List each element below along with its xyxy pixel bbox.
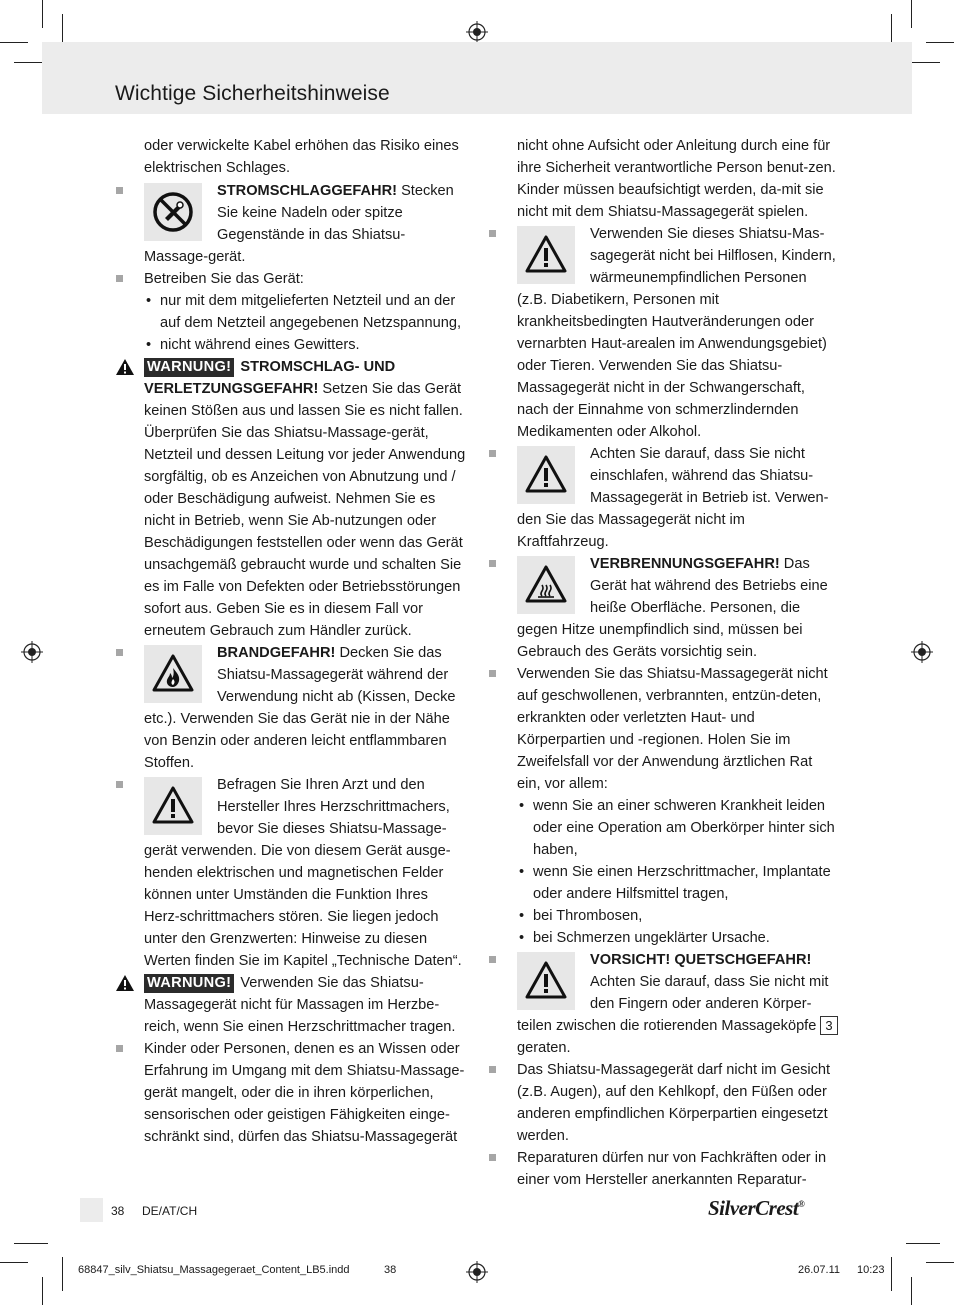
bullet-square — [116, 649, 123, 656]
icon-box — [144, 645, 202, 703]
crop-mark — [906, 1243, 940, 1244]
bullet-square — [116, 781, 123, 788]
safety-entry — [517, 949, 839, 1059]
crop-mark — [911, 0, 912, 28]
registration-mark-icon — [466, 1261, 488, 1283]
entry-text: Betreiben Sie das Gerät: — [144, 271, 304, 287]
entry-heading: VERBRENNUNGSGEFAHR! — [590, 556, 780, 572]
list-item: • bei Schmerzen ungeklärter Ursache. — [517, 927, 839, 949]
entry-heading: VORSICHT! QUETSCHGEFAHR! — [590, 952, 812, 968]
right-column — [517, 135, 839, 1191]
part-reference: 3 — [820, 1016, 837, 1035]
warning-triangle-icon — [115, 974, 135, 992]
entry-heading: STROMSCHLAGGEFAHR! — [217, 183, 397, 199]
bullet-square — [116, 1045, 123, 1052]
list-item: • bei Thrombosen, — [517, 905, 839, 927]
caution-icon — [524, 453, 568, 497]
icon-box — [144, 183, 202, 241]
warning-triangle-icon — [115, 358, 135, 376]
slug-date: 26.07.11 — [798, 1264, 841, 1276]
entry-text: Decken Sie das Shiatsu-Massagegerät während der Verwendung nicht ab (Kissen, Decke etc.). Verwenden Sie das Gerät nie in der Nähe von Benzin oder anderen leicht entflammbaren Stoffen. — [144, 645, 456, 771]
safety-entry — [517, 1147, 839, 1191]
warning-badge: WARNUNG! — [144, 358, 234, 377]
crop-mark — [42, 0, 43, 28]
icon-box — [144, 777, 202, 835]
slug-filename: 68847_silv_Shiatsu_Massagegeraet_Content_LB5.indd — [78, 1264, 350, 1276]
bullet-square — [489, 560, 496, 567]
crop-mark — [0, 42, 28, 43]
registration-mark-icon — [21, 641, 43, 663]
warning-badge: WARNUNG! — [144, 974, 234, 993]
crop-mark — [0, 1262, 28, 1263]
bullet-list — [144, 290, 466, 356]
entry-heading: BRANDGEFAHR! — [217, 645, 336, 661]
list-item: • wenn Sie an einer schweren Krankheit leiden oder eine Operation am Oberkörper hinter sich haben, — [517, 795, 839, 861]
list-item: • nur mit dem mitgelieferten Netzteil und an der auf dem Netzteil angegebenen Netzspannung, — [144, 290, 466, 334]
safety-entry — [517, 1059, 839, 1147]
bullet-list — [517, 795, 839, 949]
crop-mark — [911, 1277, 912, 1305]
region-label: DE/AT/CH — [142, 1204, 198, 1218]
icon-box — [517, 446, 575, 504]
safety-entry — [144, 1038, 466, 1148]
registered-mark: ® — [798, 1199, 805, 1209]
bullet-square — [489, 230, 496, 237]
entry-text: oder verwickelte Kabel erhöhen das Risiko eines elektrischen Schlages. — [144, 138, 459, 176]
caution-icon — [524, 959, 568, 1003]
safety-entry — [517, 223, 839, 443]
entry-text: Stecken Sie keine Nadeln oder spitze Gegenstände in das Shiatsu-Massage-gerät. — [144, 183, 454, 265]
no-needle-icon — [151, 190, 195, 234]
safety-entry — [144, 180, 466, 268]
fire-icon — [151, 652, 195, 696]
safety-entry — [144, 774, 466, 972]
bullet-square — [489, 1154, 496, 1161]
safety-entry — [144, 356, 466, 642]
entry-text: Achten Sie darauf, dass Sie nicht einschlafen, während das Shiatsu-Massagegerät in Betrieb ist. Verwen-den Sie das Massagegerät nicht im Kraftfahrzeug. — [517, 446, 829, 550]
page-title: Wichtige Sicherheitshinweise — [115, 82, 390, 105]
safety-entry — [517, 663, 839, 949]
icon-box — [517, 952, 575, 1010]
icon-box — [517, 226, 575, 284]
entry-text: Verwenden Sie dieses Shiatsu-Mas-sagegerät nicht bei Hilflosen, Kindern, wärmeunempfindlichen Personen (z.B. Diabetikern, Personen mit krankheitsbedingten Hautveränderungen oder vernarbten Haut-arealen im Anwendungsgebiet) oder Tieren. Verwenden Sie das Shiatsu-Massagegerät nicht in der Schwangerschaft, nach der Einnahme von schmerzlindernden Medikamenten oder Alkohol. — [517, 226, 836, 440]
safety-entry — [144, 972, 466, 1038]
list-item: • nicht während eines Gewitters. — [144, 334, 466, 356]
bullet-square — [116, 275, 123, 282]
entry-text: geraten. — [517, 1040, 571, 1056]
bullet-square — [489, 450, 496, 457]
bullet-square — [489, 956, 496, 963]
bullet-square — [489, 1066, 496, 1073]
entry-text: Das Shiatsu-Massagegerät darf nicht im Gesicht (z.B. Augen), auf den Kehlkopf, den Füßen oder anderen empfindlichen Körperpartien eingesetzt werden. — [517, 1062, 831, 1144]
entry-text: Verwenden Sie das Shiatsu-Massagegerät nicht für Massagen im Herzbe-reich, wenn Sie einen Herzschrittmacher tragen. — [144, 975, 456, 1035]
crop-mark — [42, 1277, 43, 1305]
hot-surface-icon — [524, 563, 568, 607]
slug-time: 10:23 — [857, 1264, 885, 1276]
brand-name: SilverCrest — [708, 1196, 799, 1220]
bullet-square — [116, 187, 123, 194]
safety-entry — [517, 553, 839, 663]
entry-text: Kinder oder Personen, denen es an Wissen oder Erfahrung im Umgang mit dem Shiatsu-Massage-gerät mangelt, oder die in ihren körperlichen, sensorischen oder geistigen Fähigkeiten einge-schränkt sind, dürfen das Shiatsu-Massagegerät — [144, 1041, 465, 1145]
entry-text: Reparaturen dürfen nur von Fachkräften oder in einer vom Hersteller anerkannten Reparatur- — [517, 1150, 827, 1188]
crop-mark — [14, 1243, 48, 1244]
entry-text: Verwenden Sie das Shiatsu-Massagegerät nicht auf geschwollenen, verbrannten, entzün-deten, erkrankten oder verletzten Haut- und Körperpartien und -regionen. Holen Sie im Zweifelsfall vor der Anwendung ärztlichen Rat ein, vor allem: — [517, 666, 828, 792]
caution-icon — [524, 233, 568, 277]
registration-mark-icon — [911, 641, 933, 663]
brand-logo — [708, 1196, 804, 1221]
footer-marker — [80, 1198, 103, 1222]
list-item: • wenn Sie einen Herzschrittmacher, Implantate oder andere Hilfsmittel tragen, — [517, 861, 839, 905]
slug-page: 38 — [384, 1264, 397, 1276]
registration-mark-icon — [466, 21, 488, 43]
crop-mark — [926, 1262, 954, 1263]
entry-text: Setzen Sie das Gerät keinen Stößen aus und lassen Sie es nicht fallen. Überprüfen Sie das Shiatsu-Massage-gerät, Netzteil und dessen Leitung vor jeder Anwendung sorgfältig, ob es Anzeichen von Abnutzung und / oder Beschädigung aufweist. Nehmen Sie es nicht in Betrieb, wenn Sie Ab-nutzungen oder Beschädigungen feststellen oder wenn das Gerät unsachgemäß gebraucht wurde und schalten Sie es im Falle von Defekten oder Betriebsstörungen sofort aus. Geben Sie es in diesem Fall vor erneutem Gebrauch zum Händler zurück. — [144, 381, 466, 639]
entry-heading: STROMSCHLAG- UND VERLETZUNGSGEFAHR! — [144, 359, 396, 397]
safety-entry — [144, 642, 466, 774]
safety-entry — [144, 135, 466, 179]
page-number: 38 — [111, 1204, 125, 1218]
caution-icon — [151, 784, 195, 828]
crop-mark — [891, 1257, 892, 1291]
crop-mark — [62, 1257, 63, 1291]
entry-text: Das Gerät hat während des Betriebs eine heiße Oberfläche. Personen, die gegen Hitze unempfindlich sind, müssen bei Gebrauch des Geräts vorsichtig sein. — [517, 556, 828, 660]
safety-entry — [144, 268, 466, 356]
bullet-square — [489, 670, 496, 677]
entry-text: Achten Sie darauf, dass Sie nicht mit den Fingern oder anderen Körper-teilen zwischen die rotierenden Massageköpfe — [517, 974, 829, 1034]
crop-mark — [926, 42, 954, 43]
left-column — [144, 135, 466, 1148]
icon-box — [517, 556, 575, 614]
entry-text: Befragen Sie Ihren Arzt und den Hersteller Ihres Herzschrittmachers, bevor Sie dieses Shiatsu-Massage-gerät verwenden. Die von diesem Gerät ausge-henden elektrischen und magnetischen Felder können unter Umständen die Funktion Ihres Herz-schrittmachers stören. Sie liegen jedoch unter den Grenzwerten: Hinweise zu diesen Werten finden Sie im Kapitel „Technische Daten“. — [144, 777, 462, 969]
safety-entry — [517, 443, 839, 553]
safety-entry — [517, 135, 839, 223]
entry-text: nicht ohne Aufsicht oder Anleitung durch eine für ihre Sicherheit verantwortliche Person benut-zen. Kinder müssen beaufsichtigt werden, da-mit sie nicht mit dem Shiatsu-Massagegerät spielen. — [517, 138, 836, 220]
